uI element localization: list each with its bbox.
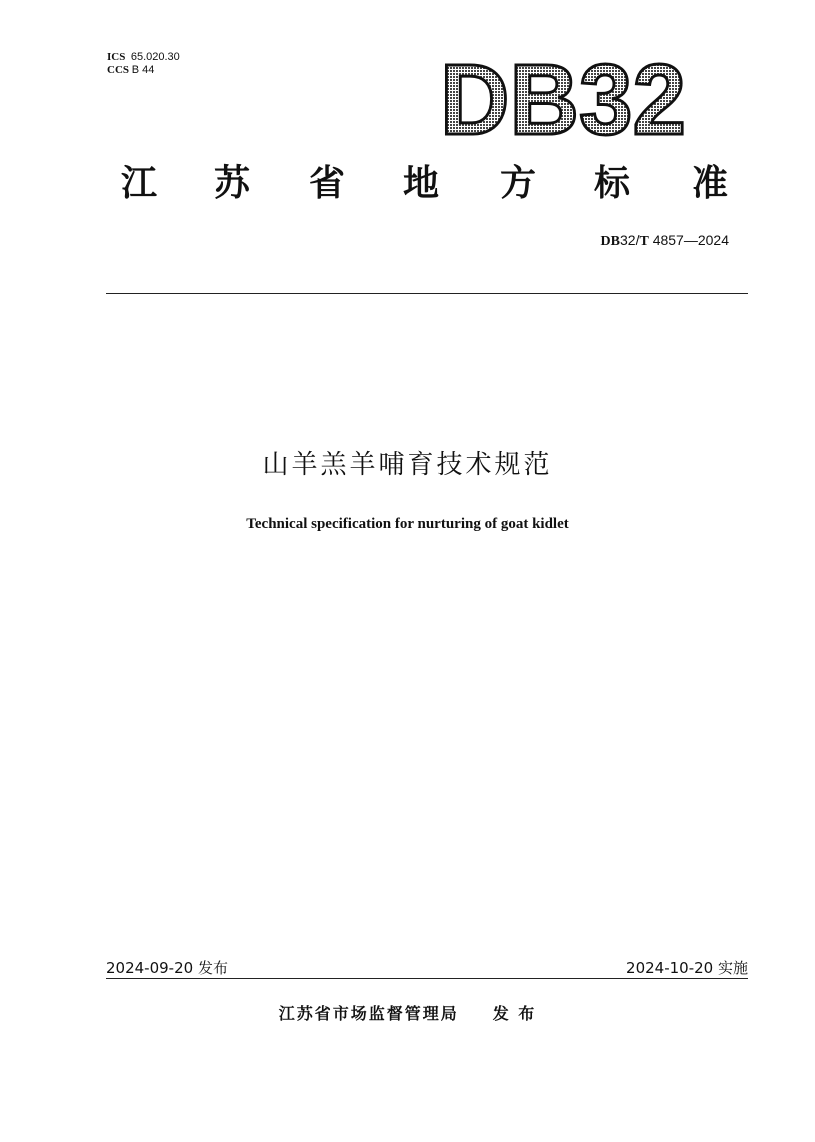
category-char: 方 xyxy=(500,163,537,204)
number-prefix: DB xyxy=(600,234,620,249)
ccs-line xyxy=(107,64,180,77)
ccs-label: CCS xyxy=(107,64,130,76)
category-char: 准 xyxy=(692,163,729,204)
category-char: 江 xyxy=(121,163,158,204)
ics-line xyxy=(107,51,180,64)
ics-label: ICS xyxy=(107,51,126,63)
number-suffix: 4857—2024 xyxy=(648,232,729,248)
ccs-code: B 44 xyxy=(131,64,155,76)
number-type: T xyxy=(639,234,649,249)
ics-code: 65.020.30 xyxy=(130,51,180,63)
category-char: 地 xyxy=(403,163,440,204)
publish-date: 2024-09-20 发布 xyxy=(106,959,228,977)
implement-date: 2024-10-20 实施 xyxy=(626,959,748,977)
category-char: 苏 xyxy=(214,163,251,204)
category-char: 省 xyxy=(309,163,346,204)
footer-divider xyxy=(106,978,748,979)
number-mid: 32/ xyxy=(620,232,640,248)
standard-category-title xyxy=(0,162,815,212)
issuer-line xyxy=(0,1001,815,1024)
document-title-en: Technical specification for nurturing of goat kidlet xyxy=(246,516,569,532)
document-title-cn: 山羊羔羊哺育技术规范 xyxy=(262,450,553,480)
db32-logo-text: DB32 xyxy=(440,52,686,142)
issue-word: 发 布 xyxy=(492,1004,537,1023)
header-divider xyxy=(106,293,748,294)
ics-ccs-block xyxy=(107,51,180,77)
issuer-name: 江苏省市场监督管理局 xyxy=(278,1004,459,1023)
category-char: 标 xyxy=(594,163,631,204)
standard-number xyxy=(601,232,729,250)
db32-logo xyxy=(438,52,688,142)
